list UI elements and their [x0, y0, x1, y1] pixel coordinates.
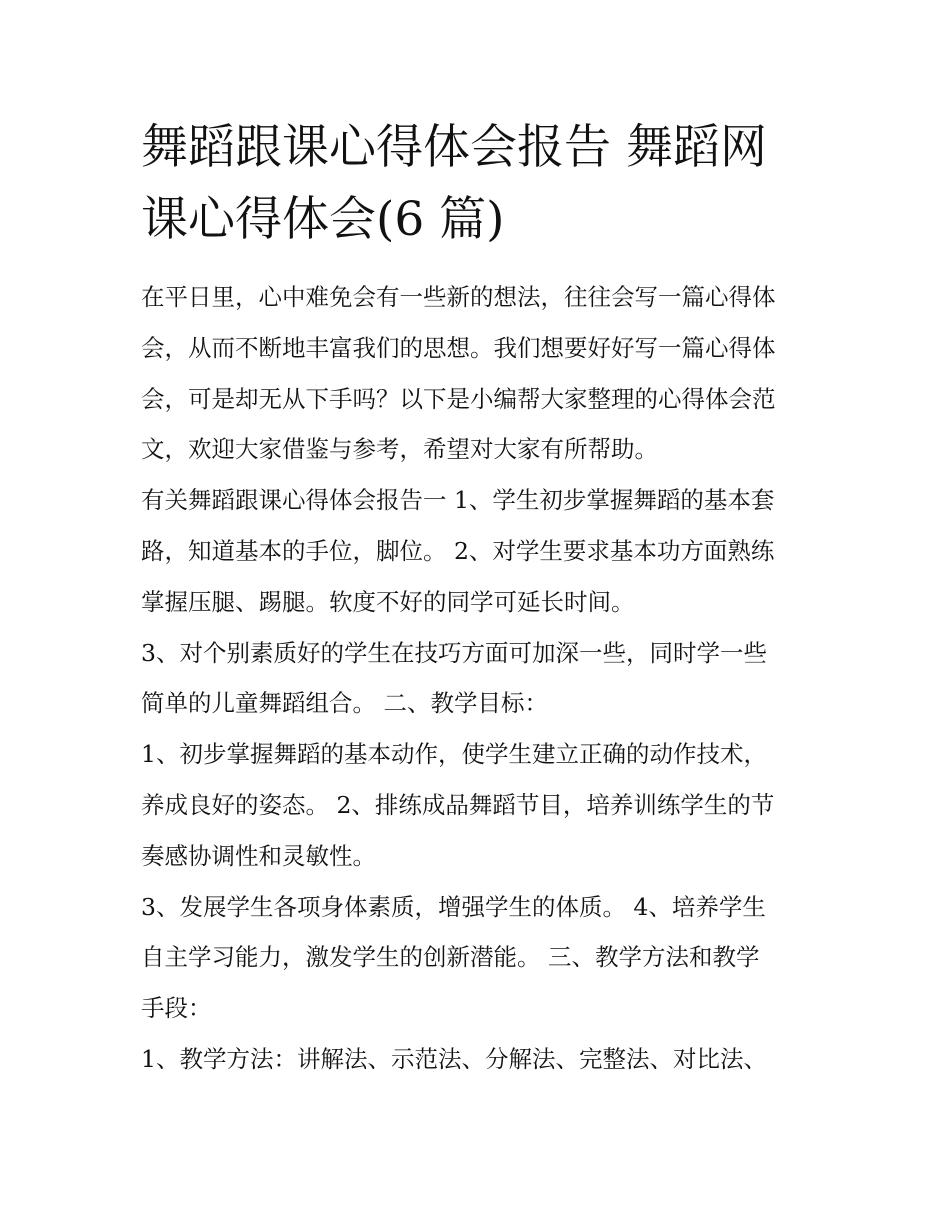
- text-line: 3、发展学生各项身体素质，增强学生的体质。 4、培养学生: [141, 892, 766, 921]
- text-line: 在平日里，心中难免会有一些新的想法，往往会写一篇心得体: [141, 283, 776, 311]
- text-line: 自主学习能力，激发学生的创新潜能。 三、教学方法和教学: [141, 943, 760, 972]
- text-line: 手段：: [141, 994, 212, 1023]
- teaching-goals-paragraph-1: [141, 729, 811, 881]
- text-line: 养成良好的姿态。 2、排练成品舞蹈节目，培养训练学生的节: [141, 790, 775, 819]
- text-line: 3、对个别素质好的学生在技巧方面可加深一些，同时学一些: [141, 638, 767, 667]
- report-paragraph-1: [141, 475, 811, 627]
- text-line: 奏感协调性和灵敏性。: [141, 841, 376, 870]
- intro-paragraph: [141, 272, 811, 475]
- document-title: [141, 112, 811, 256]
- title-line: 舞蹈跟课心得体会报告 舞蹈网: [141, 120, 767, 175]
- text-line: 1、教学方法：讲解法、示范法、分解法、完整法、对比法、: [141, 1044, 767, 1073]
- text-line: 会，从而不断地丰富我们的思想。我们想要好好写一篇心得体: [141, 333, 776, 362]
- document-body: [141, 112, 811, 1085]
- text-line: 路，知道基本的手位，脚位。 2、对学生要求基本功方面熟练: [141, 536, 775, 565]
- text-line: 掌握压腿、踢腿。软度不好的同学可延长时间。: [141, 587, 635, 616]
- text-line: 简单的儿童舞蹈组合。 二、教学目标：: [141, 689, 548, 718]
- text-line: 文，欢迎大家借鉴与参考，希望对大家有所帮助。: [141, 435, 658, 464]
- teaching-goals-paragraph-2: [141, 882, 811, 1034]
- title-line: 课心得体会(6 篇): [141, 192, 505, 247]
- report-paragraph-2: [141, 628, 811, 730]
- text-line: 有关舞蹈跟课心得体会报告一 1、学生初步掌握舞蹈的基本套: [141, 486, 775, 515]
- text-line: 会，可是却无从下手吗？以下是小编帮大家整理的心得体会范: [141, 384, 776, 413]
- teaching-methods-paragraph: [141, 1034, 811, 1085]
- text-line: 1、初步掌握舞蹈的基本动作，使学生建立正确的动作技术，: [141, 740, 767, 769]
